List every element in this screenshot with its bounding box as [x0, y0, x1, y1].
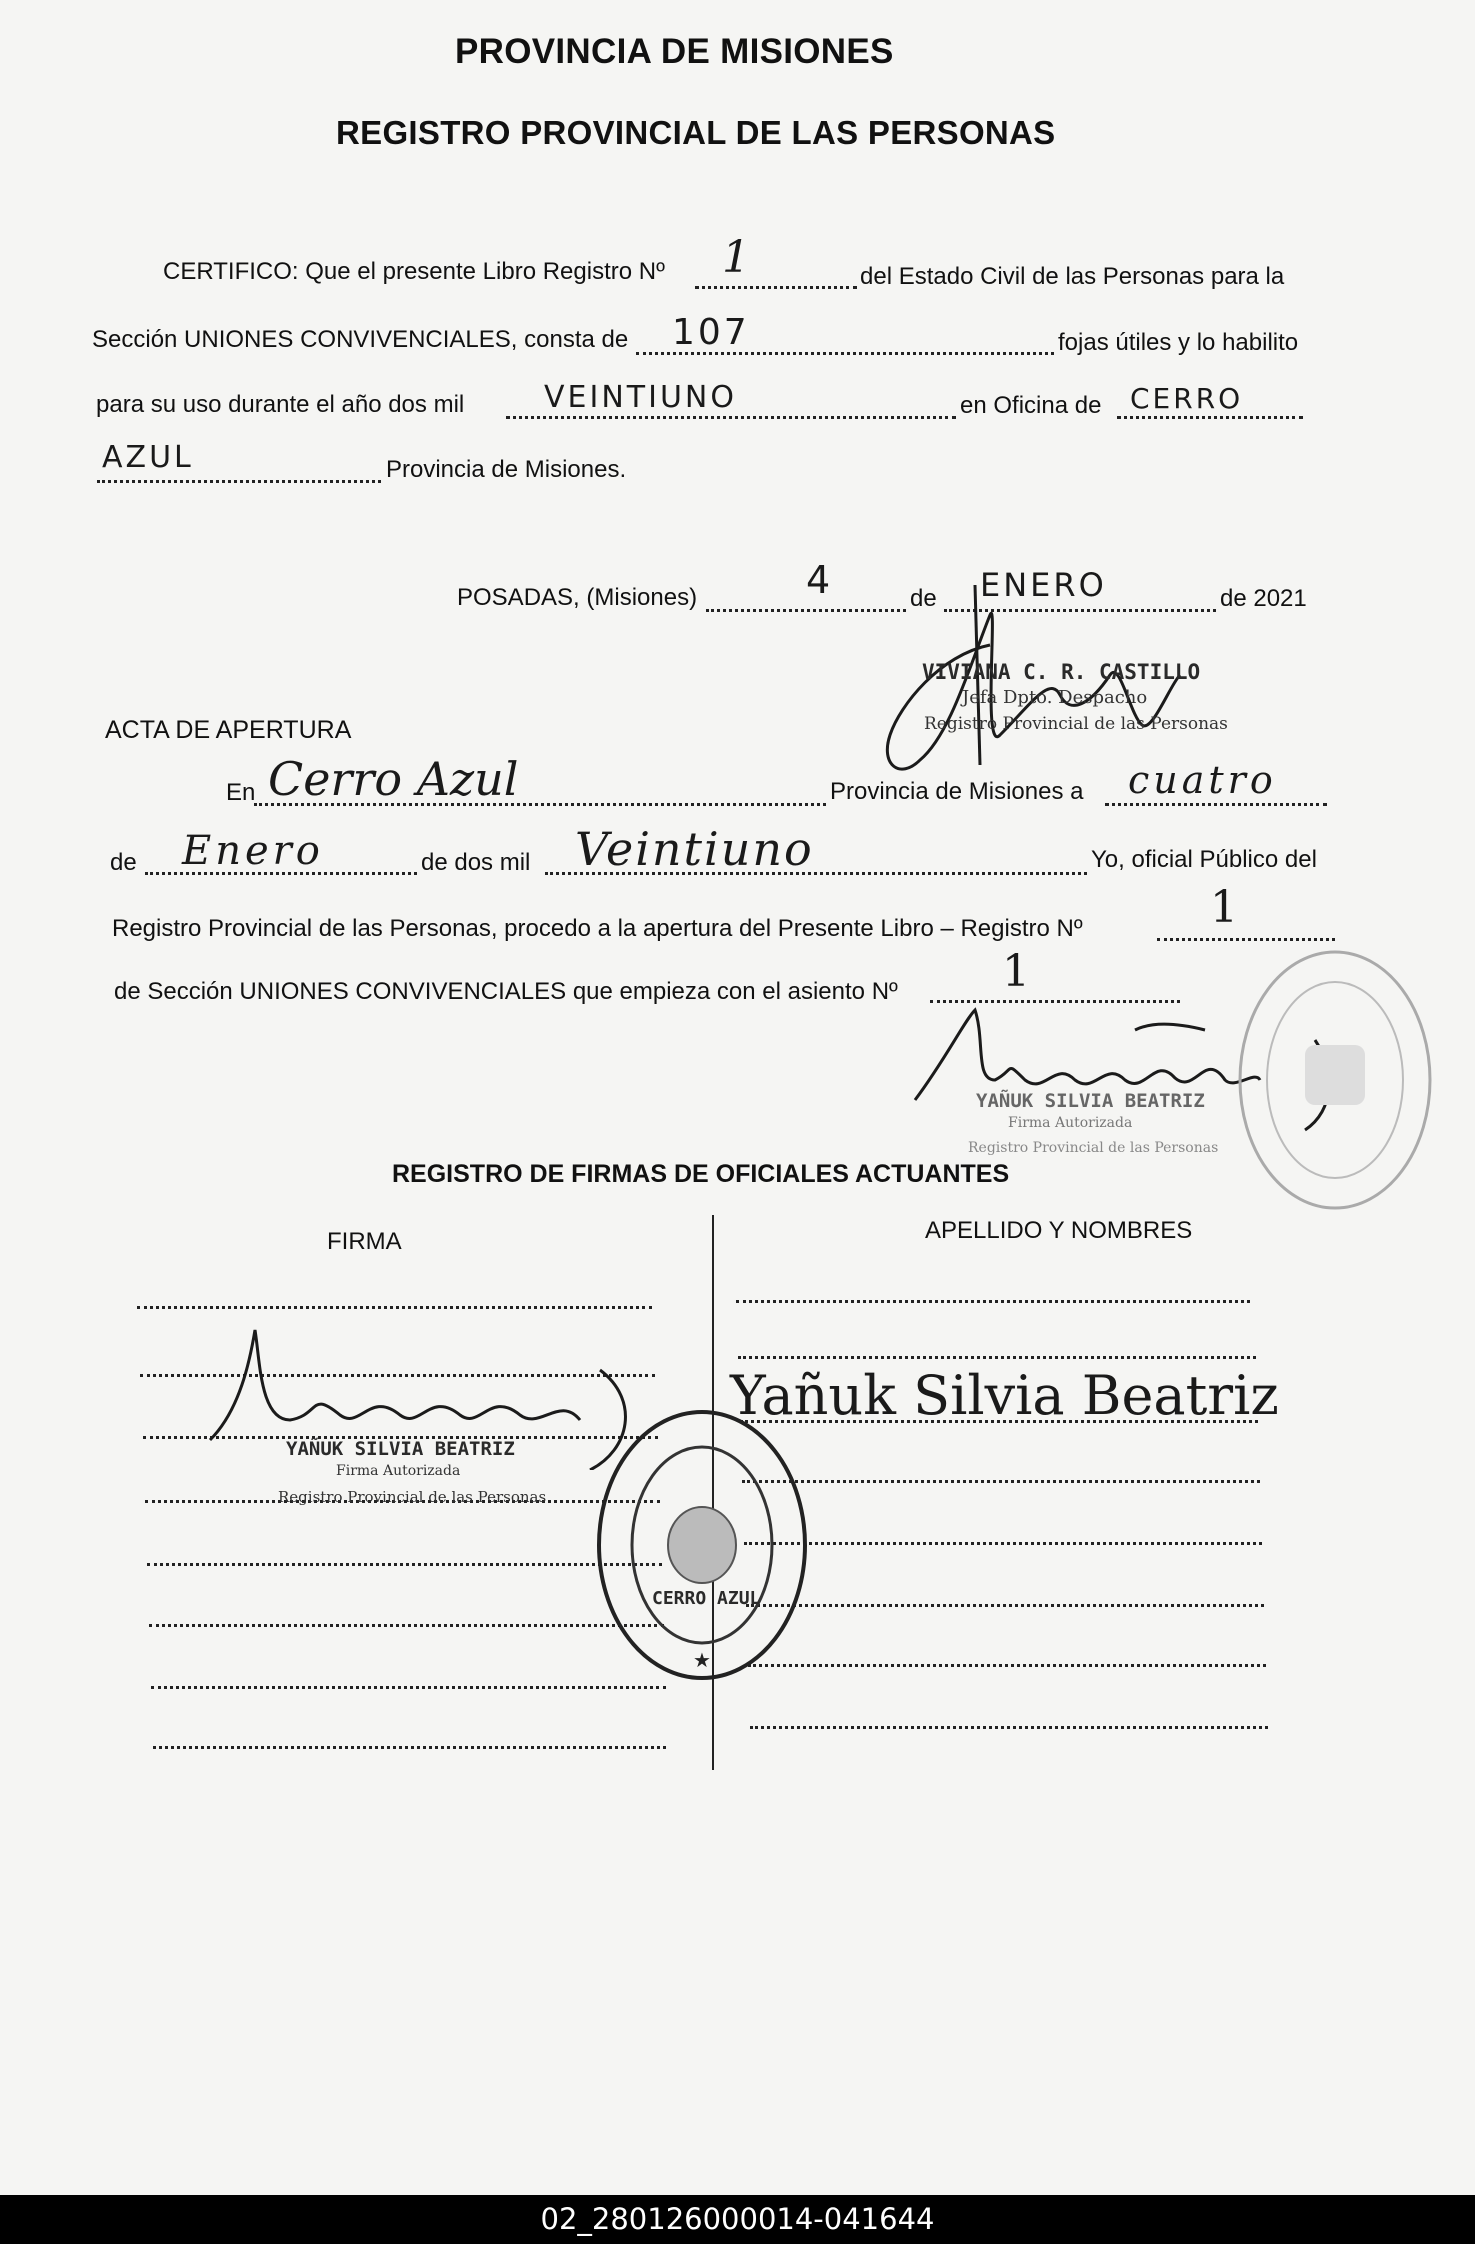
cert-handwritten-fojas: 107 — [672, 312, 750, 353]
svg-text:★: ★ — [693, 1648, 711, 1672]
dotted-line — [706, 609, 906, 612]
cert-date-c: de 2021 — [1220, 585, 1307, 612]
page-subtitle: REGISTRO PROVINCIAL DE LAS PERSONAS — [336, 114, 1056, 151]
acta-heading: ACTA DE APERTURA — [105, 716, 352, 744]
cert-handwritten-month: ENERO — [980, 566, 1107, 604]
stamp3-name: YAÑUK SILVIA BEATRIZ — [286, 1438, 515, 1460]
page-title: PROVINCIA DE MISIONES — [455, 32, 894, 71]
acta-handwritten-year: Veintiuno — [575, 822, 814, 876]
stamp3-role: Firma Autorizada — [336, 1463, 461, 1479]
acta-handwritten-day: cuatro — [1128, 758, 1277, 802]
cert-date-b: de — [910, 585, 937, 612]
acta-line3-a: Registro Provincial de las Personas, procedo a la apertura del Presente Libro – Registro Nº — [112, 915, 1083, 942]
acta-line2-c: Yo, oficial Público del — [1091, 846, 1317, 873]
cert-handwritten-day: 4 — [806, 558, 834, 602]
acta-line4-a: de Sección UNIONES CONVIVENCIALES que empieza con el asiento Nº — [114, 978, 898, 1005]
stamp2-name: YAÑUK SILVIA BEATRIZ — [976, 1090, 1205, 1112]
dotted-line — [695, 286, 857, 289]
acta-handwritten-place: Cerro Azul — [268, 752, 519, 806]
firma-row-line — [151, 1686, 666, 1689]
acta-handwritten-entry-number: 1 — [1002, 946, 1030, 997]
cert-line2-b: fojas útiles y lo habilito — [1058, 329, 1299, 356]
stamp1-name: VIVIANA C. R. CASTILLO — [922, 660, 1201, 684]
cert-line4-b: Provincia de Misiones. — [386, 456, 627, 483]
acta-line2-b: de dos mil — [421, 849, 531, 876]
dotted-line — [1117, 416, 1303, 419]
nombre-row-line — [746, 1604, 1264, 1607]
document-id-footer: 02_280126000014-041644 — [0, 2195, 1475, 2244]
stamp1-role: Jefa Dpto. Despacho — [962, 687, 1148, 708]
acta-line2-a: de — [110, 849, 137, 876]
dotted-line — [1105, 803, 1327, 806]
stamp2-org: Registro Provincial de las Personas — [968, 1140, 1219, 1156]
dotted-line — [97, 480, 381, 483]
cert-handwritten-year: VEINTIUNO — [544, 380, 737, 415]
firma-row-line — [153, 1746, 666, 1749]
acta-line1-b: Provincia de Misiones a — [830, 778, 1084, 805]
nombre-row-line — [744, 1542, 1262, 1545]
cert-line2-a: Sección UNIONES CONVIVENCIALES, consta de — [92, 326, 629, 353]
acta-line1-a: En — [226, 779, 256, 806]
firmas-heading: REGISTRO DE FIRMAS DE OFICIALES ACTUANTES — [392, 1160, 1010, 1188]
seal-center-text: CERRO AZUL — [652, 1588, 761, 1609]
nombre-row-line — [748, 1664, 1266, 1667]
cert-line1-b: del Estado Civil de las Personas para la — [860, 263, 1285, 290]
cert-line3-a: para su uso durante el año dos mil — [96, 391, 465, 418]
nombre-row-line — [742, 1480, 1260, 1483]
cert-handwritten-office: CERRO — [1130, 382, 1244, 415]
handwritten-official-name: Yañuk Silvia Beatriz — [730, 1364, 1279, 1427]
nombre-row-line — [750, 1726, 1268, 1729]
stamp2-role: Firma Autorizada — [1008, 1115, 1133, 1131]
dotted-line — [1157, 938, 1335, 941]
column-header-firma: FIRMA — [327, 1228, 402, 1255]
dotted-line — [506, 416, 956, 419]
cert-handwritten-number: 1 — [722, 232, 750, 283]
nombre-row-line — [738, 1356, 1256, 1359]
firma-row-line — [137, 1306, 652, 1309]
column-header-nombres: APELLIDO Y NOMBRES — [925, 1217, 1193, 1244]
cert-date-a: POSADAS, (Misiones) — [457, 584, 698, 611]
nombre-row-line — [736, 1300, 1250, 1303]
stamp1-org: Registro Provincial de las Personas — [924, 714, 1228, 734]
firma-row-line — [147, 1563, 662, 1566]
stamp3-org: Registro Provincial de las Personas — [278, 1488, 547, 1506]
acta-handwritten-book-number: 1 — [1210, 882, 1238, 933]
cert-line3-b: en Oficina de — [960, 392, 1102, 419]
cert-handwritten-office-2: AZUL — [102, 440, 194, 475]
acta-handwritten-month: Enero — [182, 828, 324, 874]
cert-line1-a: CERTIFICO: Que el presente Libro Registro Nº — [163, 258, 665, 285]
delegation-seal-faded-icon — [1235, 945, 1435, 1215]
firma-row-line — [149, 1624, 664, 1627]
